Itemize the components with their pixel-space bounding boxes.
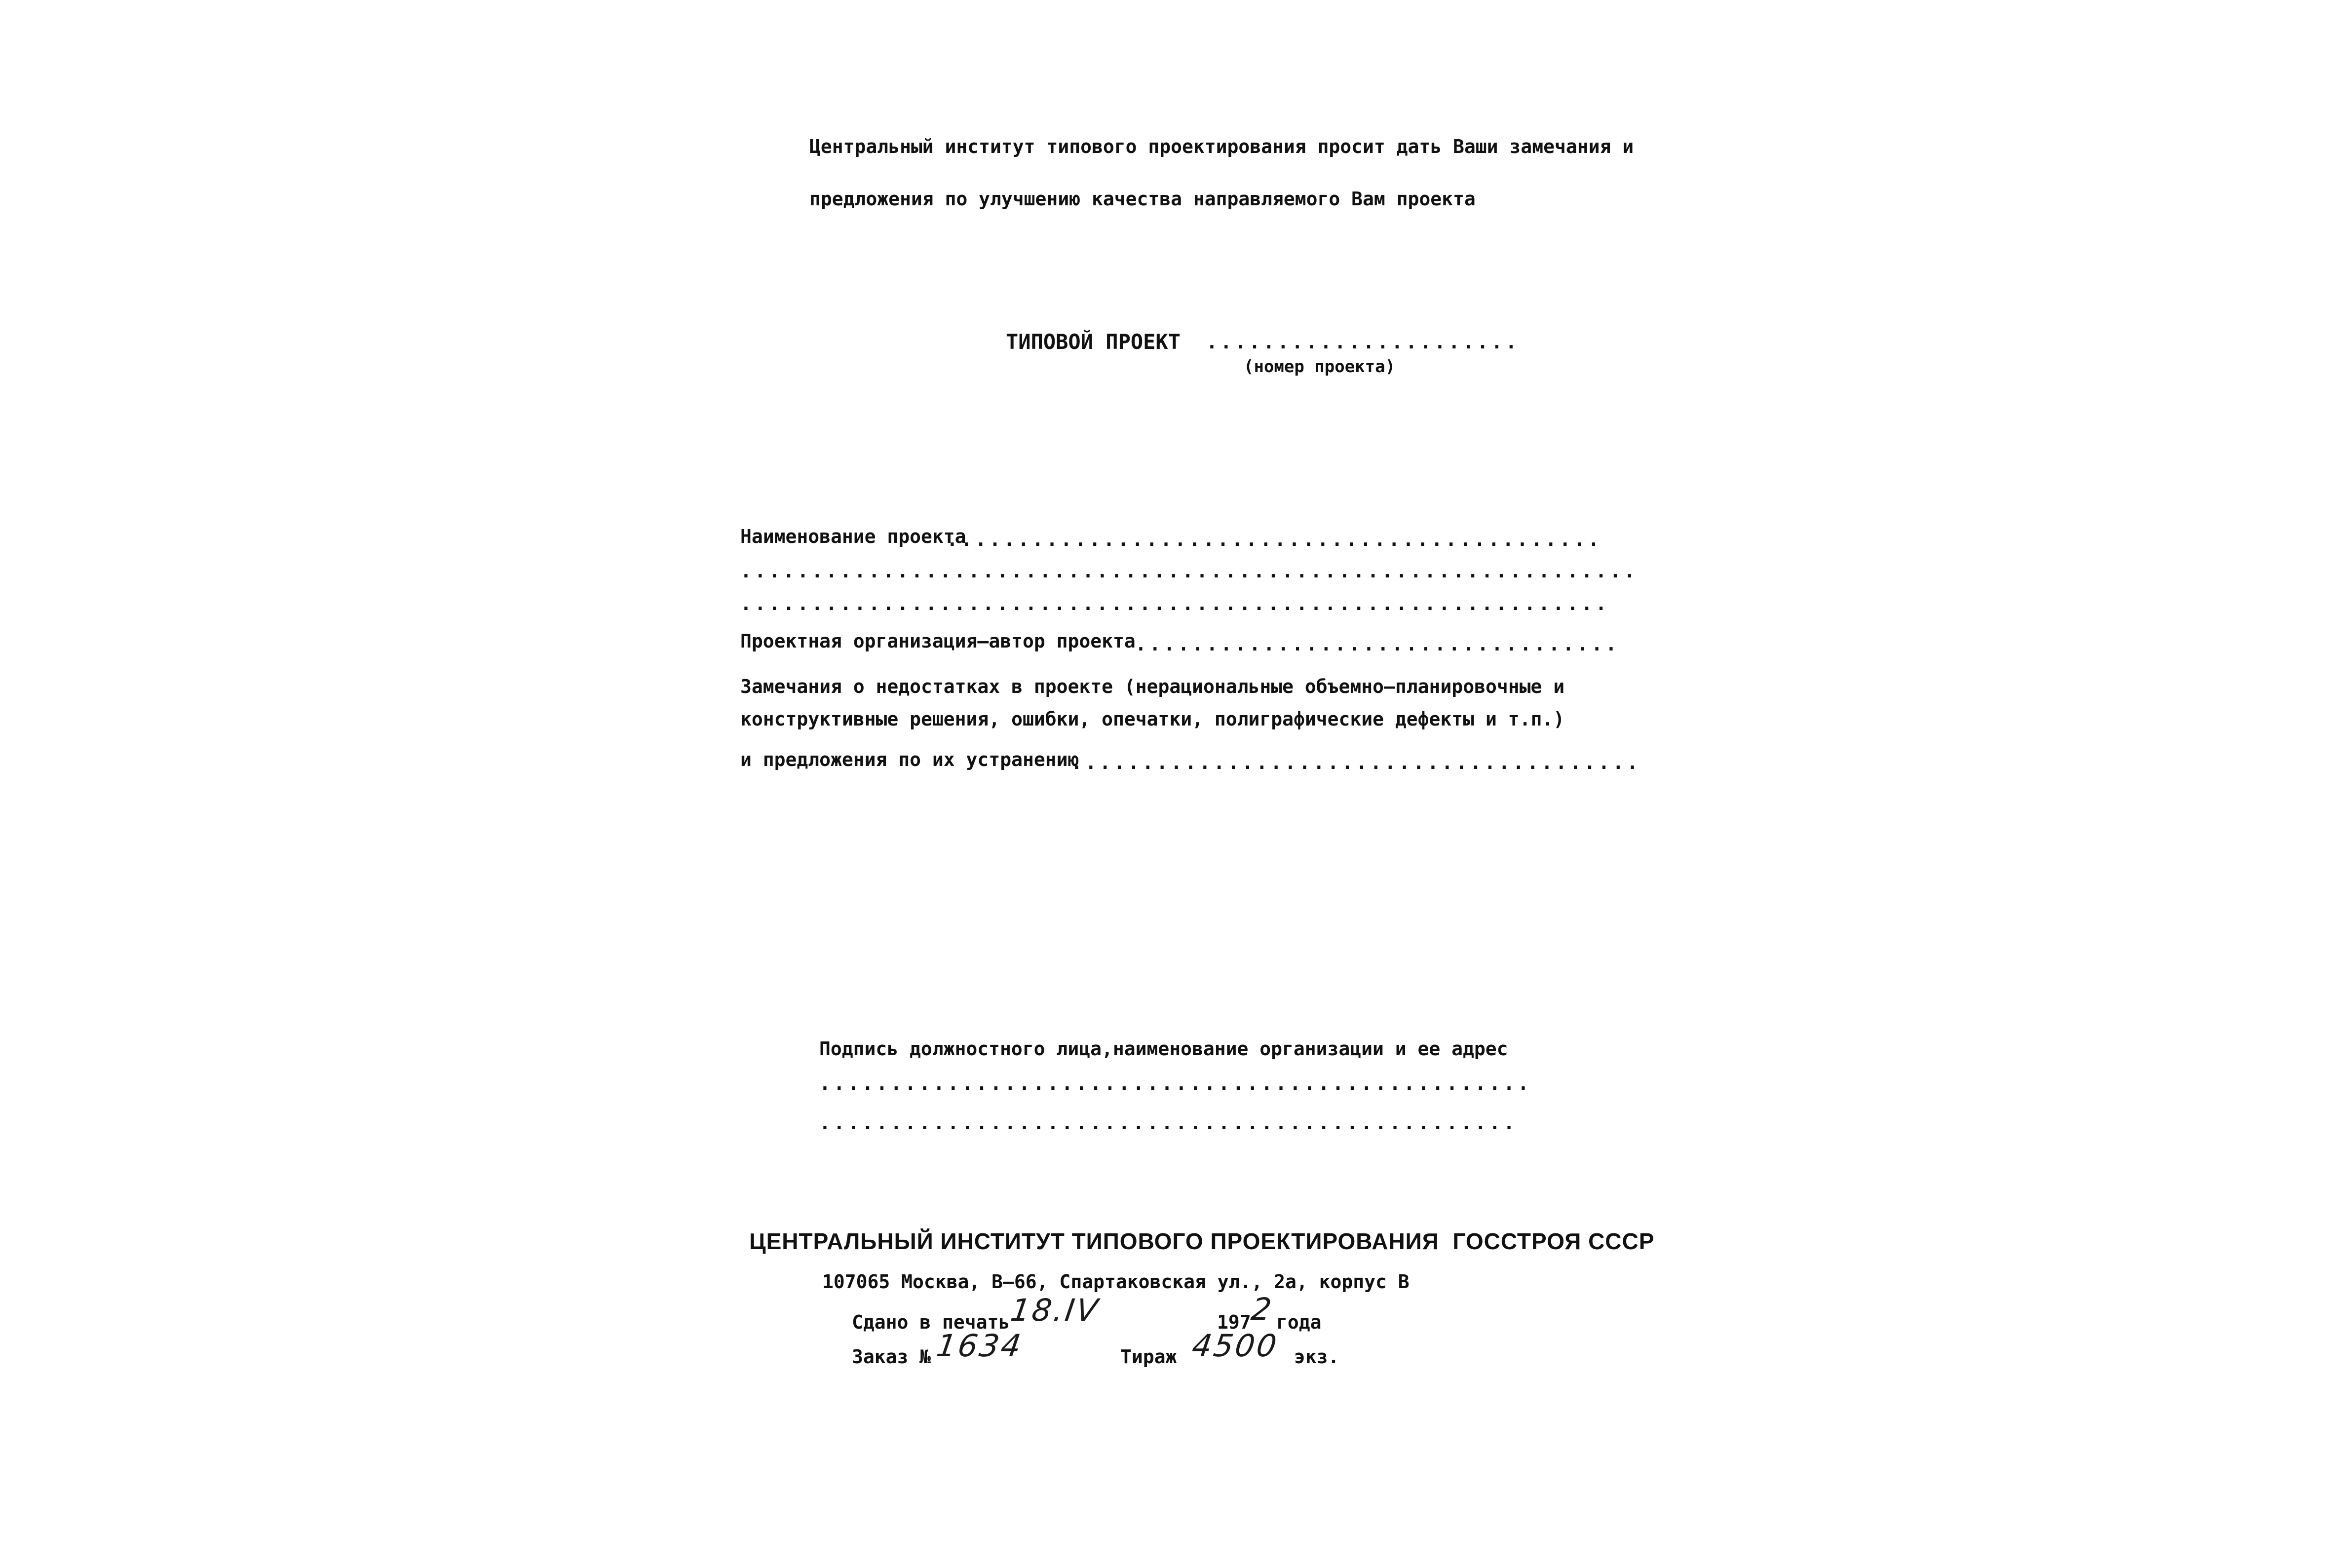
print-date-handwritten: 18.IV	[1008, 1292, 1102, 1328]
print-year-prefix: 197	[1217, 1311, 1251, 1333]
print-date-label: Сдано в печать	[852, 1311, 1010, 1333]
intro-line-2: предложения по улучшению качества направляемого Вам проекта	[809, 188, 1476, 210]
project-name-label: Наименование проекта	[740, 526, 966, 547]
project-label: ТИПОВОЙ ПРОЕКТ	[1006, 330, 1181, 354]
remarks-line-3: и предложения по их устранению	[740, 749, 1079, 770]
footer-institute-name: ЦЕНТРАЛЬНЫЙ ИНСТИТУТ ТИПОВОГО ПРОЕКТИРОВАНИЯ ГОССТРОЯ СССР	[749, 1228, 1655, 1254]
print-run-label: Тираж	[1120, 1346, 1177, 1368]
remarks-line-1: Замечания о недостатках в проекте (нерациональные объемно—планировочные и	[740, 676, 1565, 697]
remarks-dots: ........................................	[1071, 752, 1641, 773]
org-author-dots: ..................................	[1135, 633, 1620, 655]
print-run-suffix: экз.	[1294, 1346, 1339, 1368]
order-label: Заказ №	[852, 1346, 931, 1368]
project-number-caption: (номер проекта)	[1244, 357, 1396, 377]
project-name-dots-2: ...............................................................	[740, 560, 1639, 582]
org-author-label: Проектная организация—автор проекта	[740, 630, 1136, 652]
print-run-handwritten: 4500	[1189, 1328, 1281, 1364]
print-year-suffix: года	[1276, 1311, 1322, 1333]
intro-line-1: Центральный институт типового проектирования просит дать Ваши замечания и	[809, 136, 1634, 157]
signature-label: Подпись должностного лица,наименование организации и ее адрес	[819, 1038, 1508, 1060]
signature-dots-1: ..................................................	[819, 1072, 1532, 1094]
footer-address: 107065 Москва, В—66, Спартаковская ул., 2а, корпус В	[822, 1271, 1410, 1293]
print-year-handwritten-digit: 2	[1249, 1291, 1276, 1327]
project-number-dots: ......................	[1206, 331, 1520, 353]
remarks-line-2: конструктивные решения, ошибки, опечатки, полиграфические дефекты и т.п.)	[740, 708, 1565, 730]
signature-dots-2: .................................................	[819, 1112, 1518, 1134]
project-name-dots: ..............................................	[947, 529, 1602, 550]
order-number-handwritten: 1634	[934, 1328, 1025, 1364]
project-name-dots-3: .............................................................	[740, 593, 1610, 614]
